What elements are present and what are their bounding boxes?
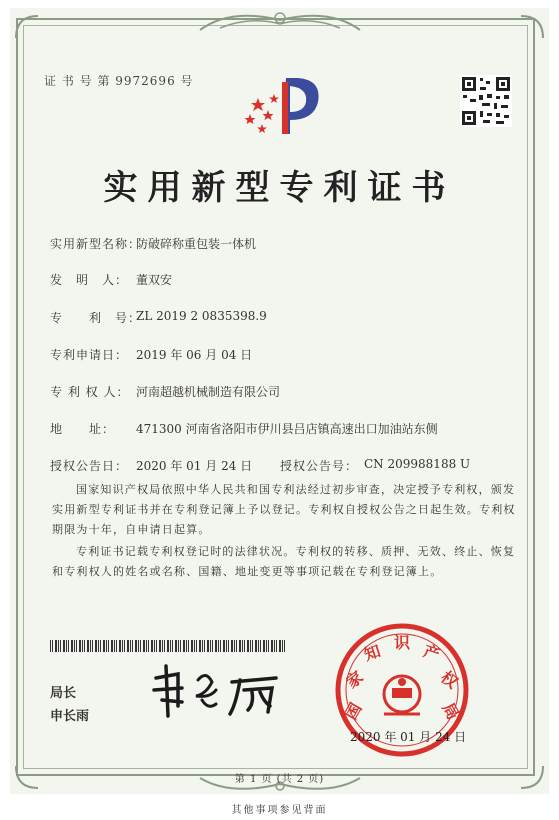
svg-text:权: 权	[437, 667, 462, 693]
footer-note: 其他事项参见背面	[231, 805, 328, 816]
corner-ornament-icon	[517, 12, 547, 42]
svg-text:家: 家	[342, 667, 367, 693]
grant-paragraph: 国家知识产权局依照中华人民共和国专利法经过初步审查，决定授予专利权，颁发实用新型专利证书并在专利登记簿上予以登记。专利权自授权公告之日起生效。专利权期限为十年，自申请日起算。	[52, 483, 516, 536]
svg-text:局: 局	[438, 699, 463, 723]
field-inventor-value: 董双安	[136, 273, 173, 287]
field-patent-no-label: 专 利 号：	[50, 311, 142, 325]
field-grant-no-value: CN 209988188 U	[364, 457, 471, 471]
field-filing-date-label: 专利申请日：	[50, 348, 129, 362]
top-ornament-icon	[190, 6, 370, 36]
field-grant-date-value: 2020 年 01 月 24 日	[136, 459, 253, 473]
field-patent-no-value: ZL 2019 2 0835398.9	[136, 309, 267, 323]
svg-text:识: 识	[393, 633, 411, 652]
field-grant-no-label: 授权公告号：	[280, 459, 359, 473]
field-address-value: 471300 河南省洛阳市伊川县吕店镇高速出口加油站东侧	[136, 422, 438, 436]
field-filing-date-value: 2019 年 06 月 04 日	[136, 348, 253, 362]
field-patentee-value: 河南超越机械制造有限公司	[136, 385, 281, 399]
seal-date: 2020 年 01 月 24 日	[350, 730, 467, 744]
certificate-number: 证 书 号 第 9972696 号	[44, 74, 194, 88]
certificate-title: 实用新型专利证书	[103, 168, 456, 208]
field-name-label: 实用新型名称：	[50, 237, 142, 251]
qr-code-icon	[460, 75, 512, 127]
signatory-name: 申长雨	[50, 709, 90, 724]
barcode-icon	[50, 640, 286, 652]
field-address-label: 地 址：	[50, 422, 116, 436]
svg-text:国: 国	[341, 699, 366, 723]
legal-status-paragraph: 专利证书记载专利权登记时的法律状况。专利权的转移、质押、无效、终止、恢复和专利权人的姓名或名称、国籍、地址变更等事项记载在专利登记簿上。	[52, 545, 516, 578]
handwritten-signature-icon	[148, 660, 288, 724]
field-inventor-label: 发 明 人：	[50, 273, 129, 287]
svg-text:知: 知	[361, 641, 383, 665]
field-name-value: 防破碎称重包装一体机	[136, 237, 257, 251]
field-patentee-label: 专 利 权 人：	[50, 385, 130, 399]
signatory-title: 局长	[50, 686, 77, 701]
svg-text:产: 产	[421, 641, 443, 665]
patent-office-logo-icon	[238, 70, 328, 140]
page-indicator: 第 1 页 (共 2 页)	[234, 774, 325, 785]
corner-ornament-icon	[12, 12, 42, 42]
field-grant-date-label: 授权公告日：	[50, 459, 129, 473]
